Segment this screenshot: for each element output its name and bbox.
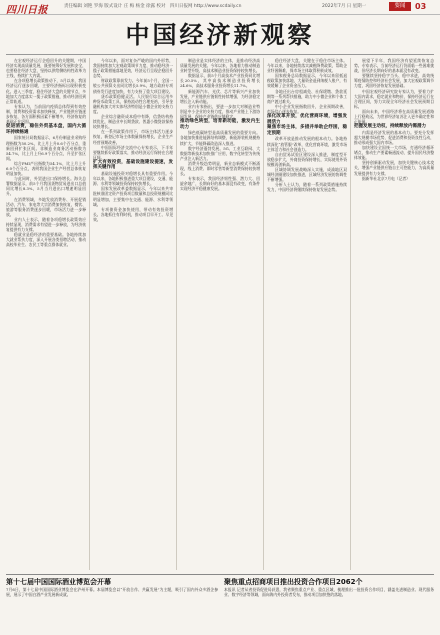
article-paragraph: 在一系列政策作用下，市场主体活力逐步恢复，新登记市场主体数量保持增长，企业生产经营预期改善。 bbox=[93, 129, 173, 145]
article-paragraph: 新能源汽车、光伏、芯片等新兴产业加快发展，产业链供应链韧性持续增强，为经济稳定增长注入新动能。 bbox=[180, 88, 260, 104]
article-paragraph: 数字经济蓬勃发展。5G、工业互联网、大数据等新技术加快推广应用，数字化转型为传统产业注入新活力。 bbox=[180, 145, 260, 161]
article-subhead: 促进消费，稳住外贸基本盘，国内大循环持续畅通 bbox=[6, 124, 86, 135]
article-paragraph: 展望下半年，我国经济有望延续恢复态势。专家表示，当前经济运行仍面临一些困难挑战，但经济长期向好的基本面没有改变。 bbox=[354, 58, 434, 74]
article-paragraph: 国家统计局数据显示，6月份制造业采购经理指数为50.2%，比上月上升0.6个百分点，重新回到扩张区间。非制造业商务活动指数为54.7%，比上月上升6.9个百分点，升至扩张区间。 bbox=[6, 135, 86, 161]
article-subhead: 推动绿色转型，培育新动能，激发内生动力 bbox=[180, 119, 260, 130]
article-paragraph: 稳就业是稳经济的重要基础。各地持续加大就业帮扶力度，深入开展各类招聘活动，推动高校毕业生、农民工等重点群体就业。 bbox=[6, 232, 86, 248]
article-paragraph: 在宏观经济运行企稳回升的关键期，中国经济实现高质量发展，既要统筹好发展和安全，也要稳住经济大盘，坚持以供给侧结构性改革为主线，持续扩大内需。 bbox=[6, 58, 86, 79]
article-paragraph: 国家发展改革委数据显示，今年以来共审批核准固定资产投资项目数量和总投资规模同比明显增加，主要集中在交通、能源、水利等领域。 bbox=[93, 186, 173, 207]
article-paragraph: 财政政策靠前发力。今年前5个月，全国一般公共预算支出同比增长5.9%，地方政府专项债券发行进度加快，有力支持了重大项目建设。 bbox=[93, 78, 173, 94]
article-column bbox=[354, 58, 434, 570]
article-column bbox=[267, 58, 347, 570]
article-paragraph: 分析人士认为，随着一系列政策措施持续发力，中国经济将继续保持恢复发展态势。 bbox=[267, 182, 347, 193]
article-subhead: 扩大有效投资，基础设施建设提速，发挥关键作用 bbox=[93, 159, 173, 171]
article-subhead: 聚焦市场主体，多措并举助企纾困，稳定预期 bbox=[267, 125, 347, 136]
column-rule bbox=[89, 58, 90, 570]
bottom-article-right bbox=[224, 578, 434, 635]
article-paragraph: 坚持创新驱动发展，加快关键核心技术攻关，增强产业链供应链自主可控能力，为高质量发展提供有力支撑。 bbox=[354, 160, 434, 176]
masthead bbox=[0, 18, 440, 52]
article-paragraph: 制造业是实体经济的主体，是推动经济高质量发展的关键。今年以来，各地着力推动制造业转型升级，高技术制造业投资保持较快增长。 bbox=[180, 58, 260, 74]
column-rule bbox=[263, 58, 264, 570]
article-paragraph: 业内专家指出，要进一步加大对制造业特别是中小企业的支持力度，推动产业链上下游协同发展，保持产业链供应链稳定。 bbox=[180, 103, 260, 120]
column-rule bbox=[350, 58, 351, 570]
article-paragraph: 加快建设全国统一大市场，打通经济循环堵点，推动生产要素畅通流动，提升国民经济整体效能。 bbox=[354, 145, 434, 161]
article-paragraph: 内需是经济发展的基本动力。要充分发挥超大规模市场优势，促进消费和投资良性互动，推动形成强大国内市场。 bbox=[354, 129, 434, 145]
article-paragraph: 专家认为，当前国内疫情总体得到有效控制，消费和投资需求加快释放，产业链供应链逐步恢复，各方面积极因素不断增多，经济恢复的基础正在巩固。 bbox=[6, 103, 86, 125]
article-paragraph: 国家税务总局数据显示，今年以来留抵退税政策加快落地，大量资金退到纳税人账户，有效缓解了企业资金压力。 bbox=[267, 73, 347, 89]
article-paragraph: 中国宏观经济研究院专家认为，要着力扩大国内需求，稳定就业和物价，保持经济运行在合理区间，努力实现全年经济社会发展预期目标。 bbox=[354, 88, 434, 109]
bottom-rule bbox=[6, 574, 434, 575]
article-paragraph: 基础设施投资对稳增长具有重要作用。今年以来，各地积极推进重大项目建设，交通、能源、水利等领域投资保持较快增长。 bbox=[93, 171, 173, 187]
article-paragraph: 要继续坚持稳字当头、稳中求进，高效统筹疫情防控和经济社会发展，加大宏观政策调节力度，巩固经济恢复发展基础。 bbox=[354, 73, 434, 89]
page-number: 03 bbox=[415, 2, 427, 11]
article-paragraph: 各地还出台房租减免、社保缓缴、贷款延期等一系列帮扶措施，助力中小微企业和个体工商户渡过难关。 bbox=[267, 88, 347, 104]
article-paragraph: 数据显示，前5个月高技术产业投资同比增长20.5%，其中高技术制造业投资增长24.6%，高技术服务业投资增长11.7%。 bbox=[180, 73, 260, 89]
article-column bbox=[180, 58, 260, 570]
article-column bbox=[93, 58, 173, 570]
website-url: 四川日报网 http://www.scdaily.cn bbox=[170, 4, 242, 9]
article-paragraph: 企业综合融资成本稳中有降，信贷结构持续优化，制造业中长期贷款、普惠小微贷款保持较快增长。 bbox=[93, 114, 173, 130]
article-paragraph: 中国国际经济交流中心专家表示，下半年要继续抓好政策落实，推动经济运行保持在合理区间。 bbox=[93, 144, 173, 160]
article-paragraph: 面向未来，中国经济将在高质量发展道路上行稳致远，为世界经济复苏注入更多确定性和正能量。 bbox=[354, 108, 434, 125]
section-tag: 要闻 bbox=[389, 2, 411, 11]
article-paragraph: 区域协调发展战略深入实施，成渝地区双城经济圈建设加快推进，区域经济发展的协调性不断增强。 bbox=[267, 166, 347, 183]
article-paragraph: 在消费领域，多地发放消费券、开展促销活动，汽车、家电等大宗消费加快恢复，餐饮、旅游等服务消费逐步回暖，市场活力进一步释放。 bbox=[6, 196, 86, 217]
article-paragraph: 今年以来，面对复杂严峻的国内外形势，我国持续加大宏观政策调节力度，推动稳经济一揽子政策措施落地见效，经济运行呈现企稳回升态势。 bbox=[93, 58, 173, 79]
article-paragraph: 消费升级趋势明显，新业态新模式不断涌现，线上消费、即时零售等新型消费保持较快增长。 bbox=[180, 160, 260, 177]
article-paragraph: 自由贸易试验区建设深入推进，制度型开放稳步扩大，外商投资保持增长，实际使用外资规模再创新高。 bbox=[267, 151, 347, 167]
article-paragraph: 货币政策稳健灵活。人民银行综合运用多种货币政策工具，保持流动性合理充裕，引导金融机构加大对实体经济特别是小微企业的支持力度。 bbox=[93, 93, 173, 114]
issue-date: 2022年7月 日 星期一 bbox=[322, 4, 367, 9]
article-paragraph: 与此同时，外贸进出口保持增长。海关总署数据显示，前5个月我国货物贸易进出口总值同比增长8.3%，5月当月进出口增速明显回升。 bbox=[6, 176, 86, 197]
bottom-article-body: 7月6日，第十七届中国国际酒业博览会在泸州开幕。本届博览会以“开放合作、共赢发展”为主题，吸引了国内外众多酒企参展，展示了中国白酒产业发展新成就。 bbox=[6, 587, 218, 597]
article-paragraph: 据新华社北京7月电（记者） bbox=[362, 175, 410, 181]
bottom-article-left bbox=[6, 578, 218, 635]
article-paragraph: 综合PMI产出指数为54.1%，比上月上升6.0个百分点，表明我国企业生产经营总体恢复明显加快。 bbox=[6, 160, 86, 177]
article-paragraph: 专项债资金加快使用，带动有效投资增长。各地抓住有利时机，推动项目早开工、早见效。 bbox=[93, 206, 173, 222]
article-paragraph: 稳住经济大盘，关键在于稳住市场主体。今年以来，各地持续落实减税降费政策，帮助企业纾困解难，保市场主体取得积极成效。 bbox=[267, 58, 347, 74]
newspaper-logo: 四川日报 bbox=[6, 5, 48, 16]
article-paragraph: 中小企业发展指数回升，企业预期改善，市场信心逐步恢复。 bbox=[267, 103, 347, 114]
article-subhead: 把握发展主动权，持续释放内需潜力 bbox=[354, 124, 426, 130]
bottom-article-body: 本报讯 记者从省投资促进局获悉，我省聚焦重点产业、重点区域，梳理推出一批投资合作项目，涵盖先进制造业、现代服务业、数字经济等领域，面向海内外投资者发布，推动项目加快签约落地。 bbox=[224, 587, 434, 597]
masthead-title: 中国经济新观察 bbox=[125, 21, 315, 49]
column-rule bbox=[176, 58, 177, 570]
article-subhead: 深化改革开放，优化营商环境，增强发展活力 bbox=[267, 114, 347, 125]
article-paragraph: 改革开放是推动发展的根本动力。各地持续深化“放管服”改革，优化营商环境，激发市场主体活力和社会创造力。 bbox=[267, 136, 347, 152]
article-paragraph: 业内人士表示，随着各项稳增长政策效应持续显现，消费需求有望进一步释放，为经济恢复提供有力支撑。 bbox=[6, 216, 86, 233]
article-paragraph: 专家表示，我国经济韧性强、潜力大、回旋余地广，长期向好的基本面没有改变，有条件实现经济平稳健康发展。 bbox=[180, 176, 260, 192]
masthead-rule bbox=[6, 54, 434, 55]
page-header bbox=[0, 0, 440, 15]
bottom-article-title: 聚焦重点招商项目推出投资合作项目2062个 bbox=[224, 578, 363, 586]
bottom-article-title: 第十七届中国国际酒业博览会开幕 bbox=[6, 578, 111, 586]
article-column bbox=[6, 58, 86, 570]
article-paragraph: 绿色低碳转型是高质量发展的重要方向。各地加快推进能源结构调整，新能源装机规模持续扩大，节能降碳改造深入推进。 bbox=[180, 130, 260, 146]
article-paragraph: 在各项稳增长政策推动下，5月以来，我国经济运行逐步回暖，主要经济指标出现积极变化。进入三季度，稳住经济大盘的关键节点，多地加大力度落实一揽子政策措施，推动经济回到正常轨道。 bbox=[6, 78, 86, 104]
editor-credits: 责任编辑 刘艳 罗海 版式设计 庄 梅 杨金 徐露 校对 bbox=[64, 4, 166, 9]
